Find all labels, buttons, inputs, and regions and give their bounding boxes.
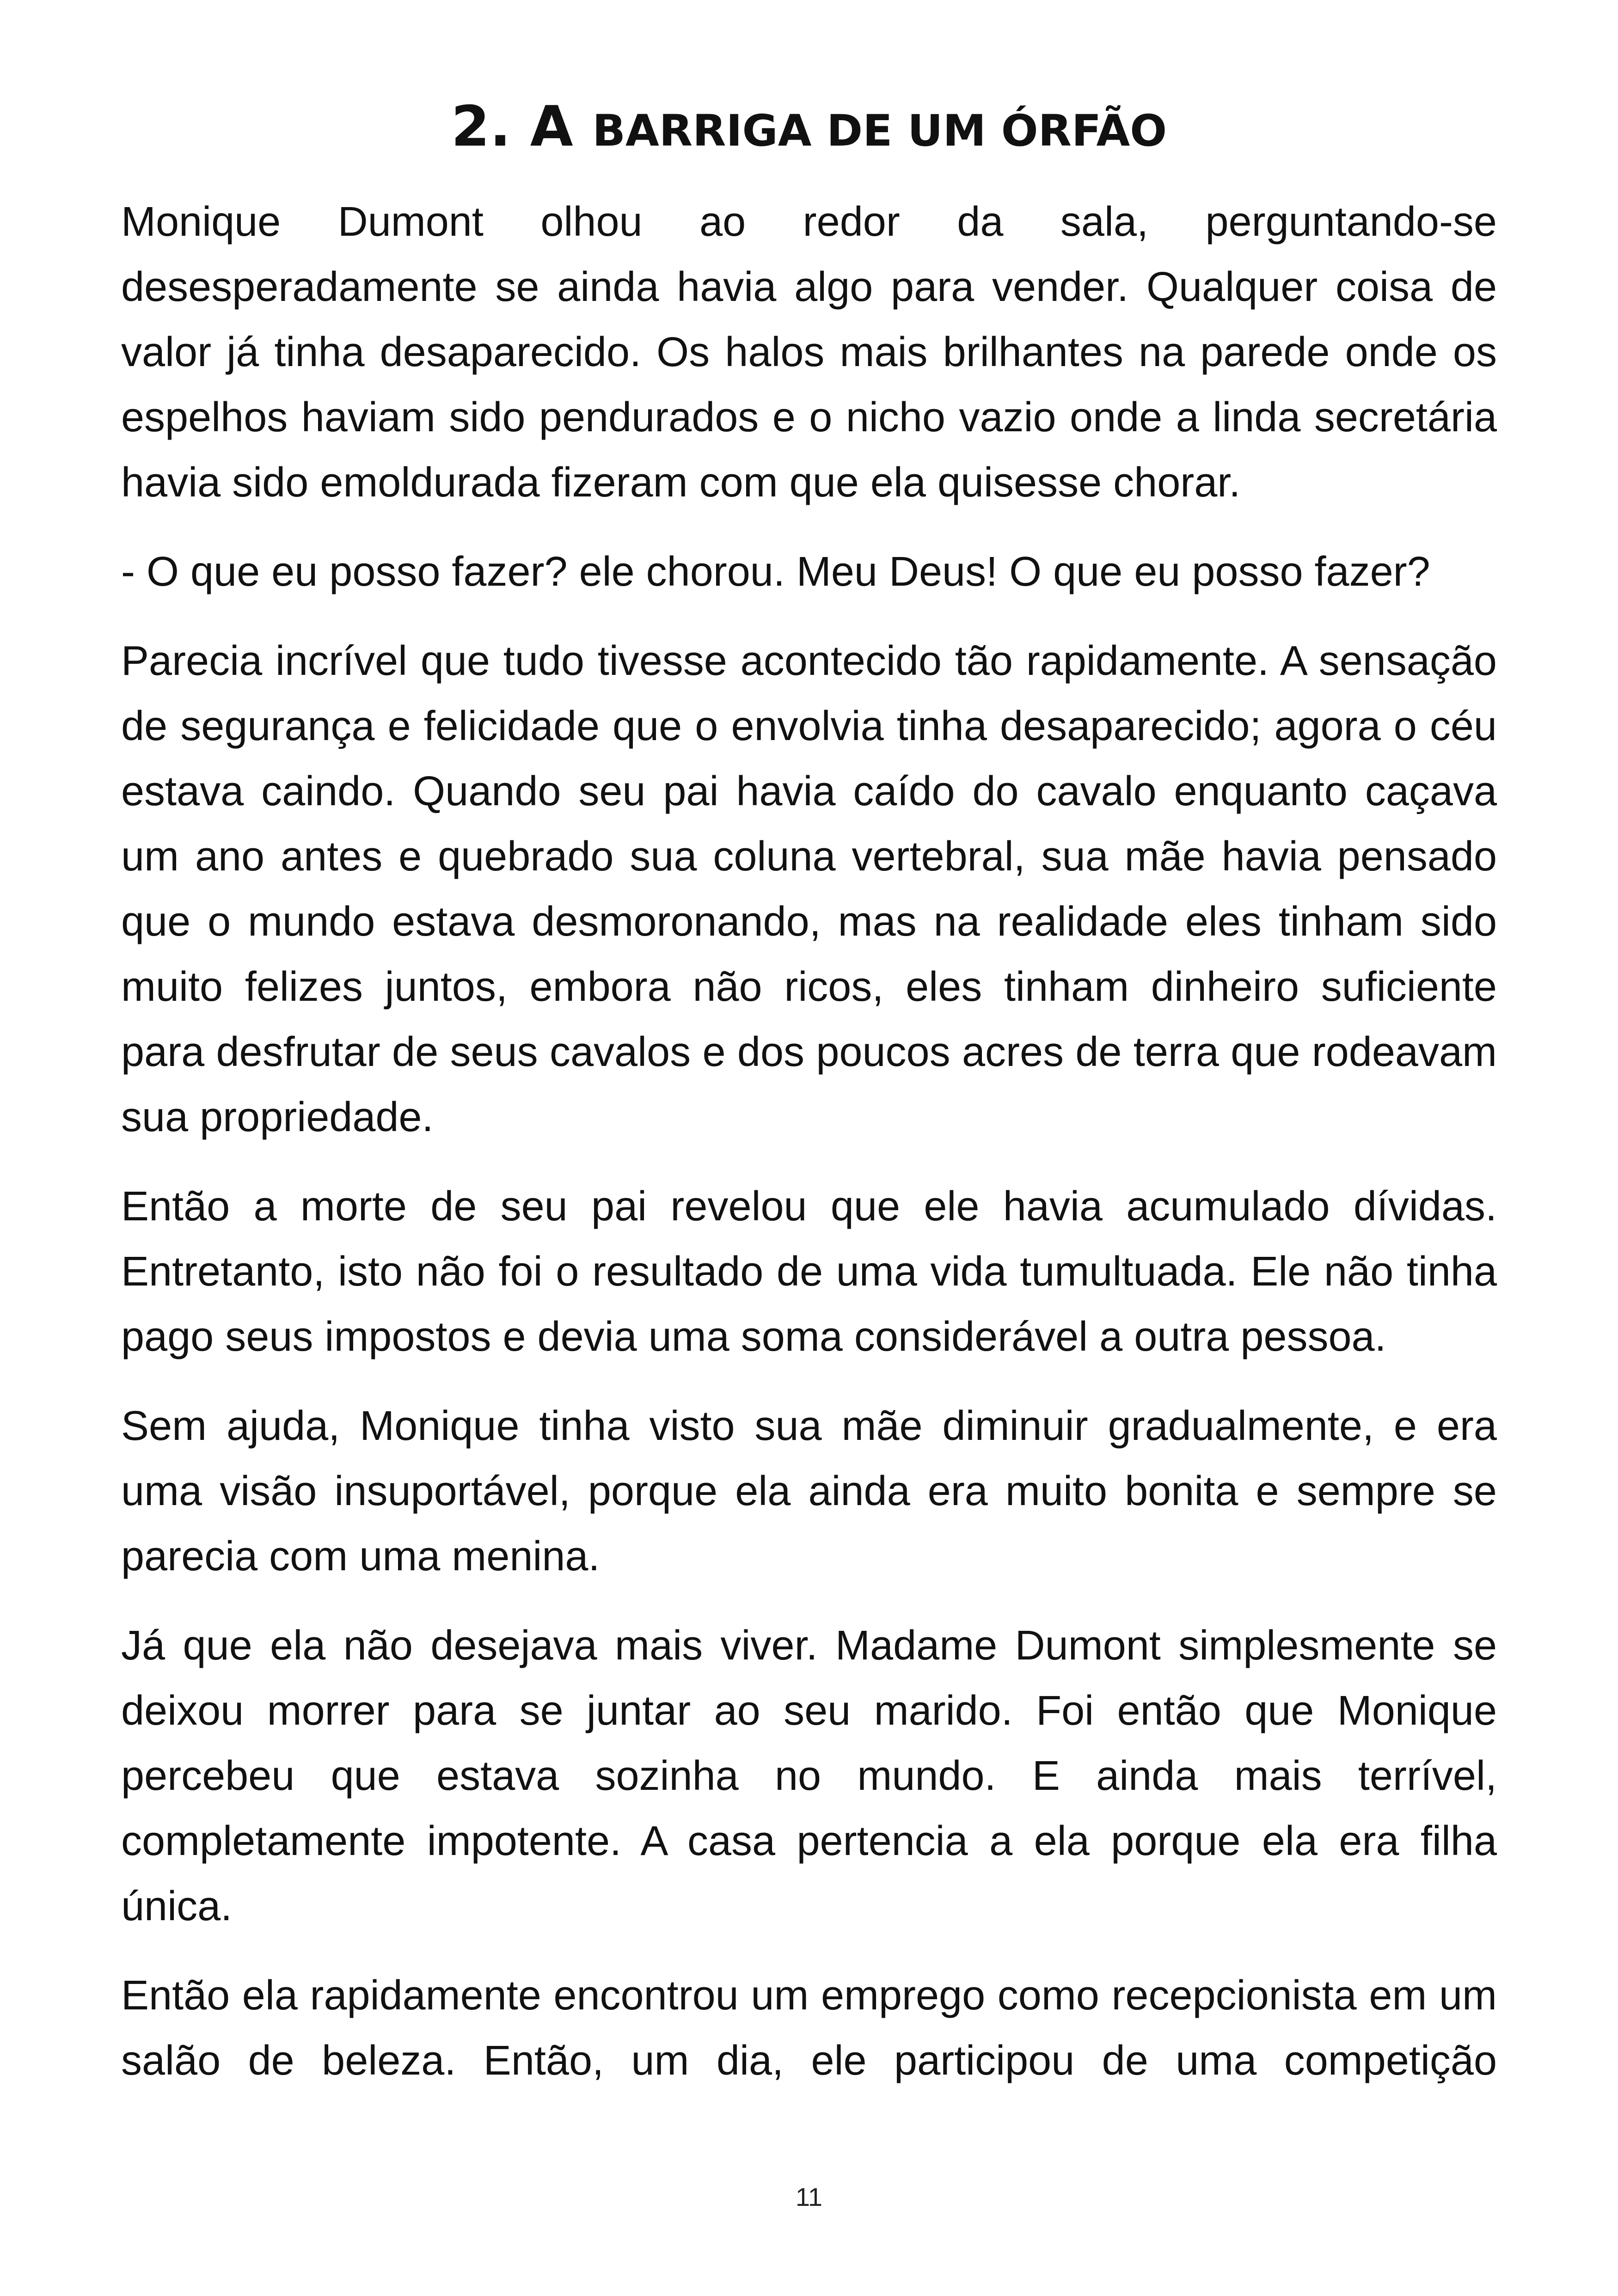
paragraph: - O que eu posso fazer? ele chorou. Meu Deus! O que eu posso fazer?: [121, 549, 1430, 595]
paragraph: Já que ela não desejava mais viver. Madame Dumont simplesmente se deixou morrer para se juntar ao seu marido. Foi então que Monique percebeu que estava sozinha no mundo. E ainda mais terrível, completamente impotente. A casa pertencia a ela porque ela era filha única.: [121, 1623, 1497, 1929]
paragraph: Sem ajuda, Monique tinha visto sua mãe diminuir gradualmente, e era uma visão insuportável, porque ela ainda era muito bonita e sempre se parecia com uma menina.: [121, 1403, 1497, 1580]
paragraph: Parecia incrível que tudo tivesse acontecido tão rapidamente. A sensação de segurança e felicidade que o envolvia tinha desaparecido; agora o céu estava caindo. Quando seu pai havia caído do cavalo enquanto caçava um ano antes e quebrado sua coluna vertebral, sua mãe havia pensado que o mundo estava desmoronando, mas na realidade eles tinham sido muito felizes juntos, embora não ricos, eles tinham dinheiro suficiente para desfrutar de seus cavalos e dos poucos acres de terra que rodeavam sua propriedade.: [121, 638, 1497, 1140]
page-number: 11: [795, 2182, 823, 2211]
chapter-body: [121, 190, 1497, 2118]
paragraph: Monique Dumont olhou ao redor da sala, perguntando-se desesperadamente se ainda havia algo para vender. Qualquer coisa de valor já tinha desaparecido. Os halos mais brilhantes na parede onde os espelhos haviam sido pendurados e o nicho vazio onde a linda secretária havia sido emoldurada fizeram com que ela quisesse chorar.: [121, 199, 1497, 506]
paragraph: Então ela rapidamente encontrou um emprego como recepcionista em um salão de beleza. Então, um dia, ele participou de uma competição: [121, 1972, 1497, 2084]
chapter-number: 2. A: [451, 95, 573, 159]
paragraph: Então a morte de seu pai revelou que ele havia acumulado dívidas. Entretanto, isto não foi o resultado de uma vida tumultuada. Ele não tinha pago seus impostos e devia uma soma considerável a outra pessoa.: [121, 1183, 1497, 1360]
chapter-title-text: BARRIGA DE UM ÓRFÃO: [592, 106, 1167, 156]
chapter-title: [0, 88, 1618, 171]
